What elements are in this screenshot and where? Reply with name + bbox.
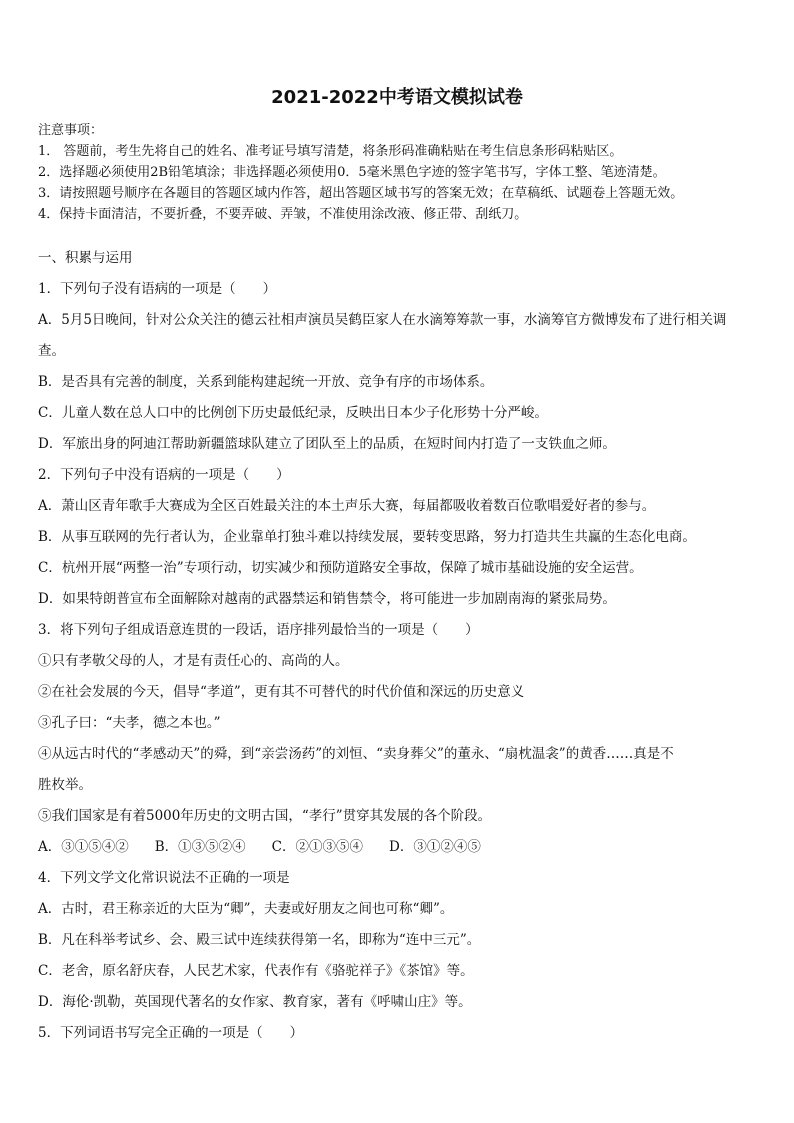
question-2-option-a: A．萧山区青年歌手大赛成为全区百姓最关注的本土声乐大赛，每届都吸收着数百位歌唱爱好者的参与。 [38, 498, 656, 514]
question-4-option-c: C．老舍，原名舒庆春，人民艺术家，代表作有《骆驼祥子》《茶馆》等。 [38, 963, 474, 979]
question-1-option-d: D．军旅出身的阿迪江帮助新疆篮球队建立了团队至上的品质，在短时间内打造了一支铁血之师。 [38, 436, 616, 452]
question-1-option-a-cont: 查。 [38, 343, 65, 359]
question-1-stem: 1．下列句子没有语病的一项是（ ） [38, 281, 277, 297]
notes-section [38, 120, 758, 225]
question-3-options [38, 832, 758, 863]
exam-title: 2021-2022中考语文模拟试卷 [271, 87, 523, 108]
question-4-stem: 4．下列文学文化常识说法不正确的一项是 [38, 870, 290, 886]
question-3-sentence-2: ②在社会发展的今天，倡导“孝道”，更有其不可替代的时代价值和深远的历史意义 [38, 684, 525, 700]
question-4-option-a: A．古时，君王称亲近的大臣为“卿”，夫妻或好朋友之间也可称“卿”。 [38, 901, 454, 917]
question-3-sentence-5: ⑤我们国家是有着5000年历史的文明古国，“孝行”贯穿其发展的各个阶段。 [38, 808, 492, 824]
question-1-option-c: C．儿童人数在总人口中的比例创下历史最低纪录，反映出日本少子化形势十分严峻。 [38, 405, 548, 421]
question-2-option-b: B．从事互联网的先行者认为，企业靠单打独斗难以持续发展，要转变思路，努力打造共生共赢的生态化电商。 [38, 529, 696, 545]
question-2-option-d: D．如果特朗普宣布全面解除对越南的武器禁运和销售禁令，将可能进一步加剧南海的紧张局势。 [38, 591, 616, 607]
question-3-option-d: D．③①②④⑤ [389, 839, 481, 855]
question-1-option-b: B．是否具有完善的制度，关系到能构建起统一开放、竞争有序的市场体系。 [38, 374, 494, 390]
question-3-sentence-4: ④从远古时代的“孝感动天”的舜，到“亲尝汤药”的刘恒、“卖身葬父”的董永、“扇枕温衾”的黄香……真是不 [38, 746, 674, 762]
question-4-option-b: B．凡在科举考试乡、会、殿三试中连续获得第一名，即称为“连中三元”。 [38, 932, 481, 948]
section-heading: 一、积累与运用 [38, 250, 133, 266]
question-3-option-b: B．①③⑤②④ [154, 839, 246, 855]
question-3-sentence-1: ①只有孝敬父母的人，才是有责任心的、高尚的人。 [38, 653, 349, 669]
question-1-option-a: A．5月5日晚间，针对公众关注的德云社相声演员吴鹤臣家人在水滴筹筹款一事，水滴筹官方微博发布了进行相关调 [38, 312, 727, 328]
exam-body [38, 243, 758, 1049]
question-2-stem: 2．下列句子中没有语病的一项是（ ） [38, 467, 290, 483]
notes-item: 2．选择题必须使用2B铅笔填涂；非选择题必须使用0．5毫米黑色字迹的签字笔书写，字体工整、笔迹清楚。 [38, 165, 666, 180]
notes-item: 1． 答题前，考生先将自己的姓名、准考证号填写清楚，将条形码准确粘贴在考生信息条形码粘贴区。 [38, 144, 623, 159]
question-3-option-a: A．③①⑤④② [38, 839, 129, 855]
question-3-sentence-3: ③孔子曰：“夫孝，德之本也。” [38, 715, 221, 731]
question-5-stem: 5．下列词语书写完全正确的一项是（ ） [38, 1025, 304, 1041]
question-2-option-c: C．杭州开展“两整一治”专项行动，切实减少和预防道路安全事故，保障了城市基础设施的安全运营。 [38, 560, 643, 576]
notes-heading: 注意事项： [38, 123, 104, 138]
notes-item: 3．请按照题号顺序在各题目的答题区域内作答，超出答题区域书写的答案无效；在草稿纸、试题卷上答题无效。 [38, 186, 684, 201]
question-3-stem: 3．将下列句子组成语意连贯的一段话，语序排列最恰当的一项是（ ） [38, 622, 479, 638]
question-3-sentence-4-cont: 胜枚举。 [38, 777, 92, 793]
notes-item: 4．保持卡面清洁，不要折叠，不要弄破、弄皱，不准使用涂改液、修正带、刮纸刀。 [38, 207, 528, 222]
question-4-option-d: D．海伦·凯勒，英国现代著名的女作家、教育家，著有《呼啸山庄》等。 [38, 994, 472, 1010]
question-3-option-c: C．②①③⑤④ [271, 839, 364, 855]
